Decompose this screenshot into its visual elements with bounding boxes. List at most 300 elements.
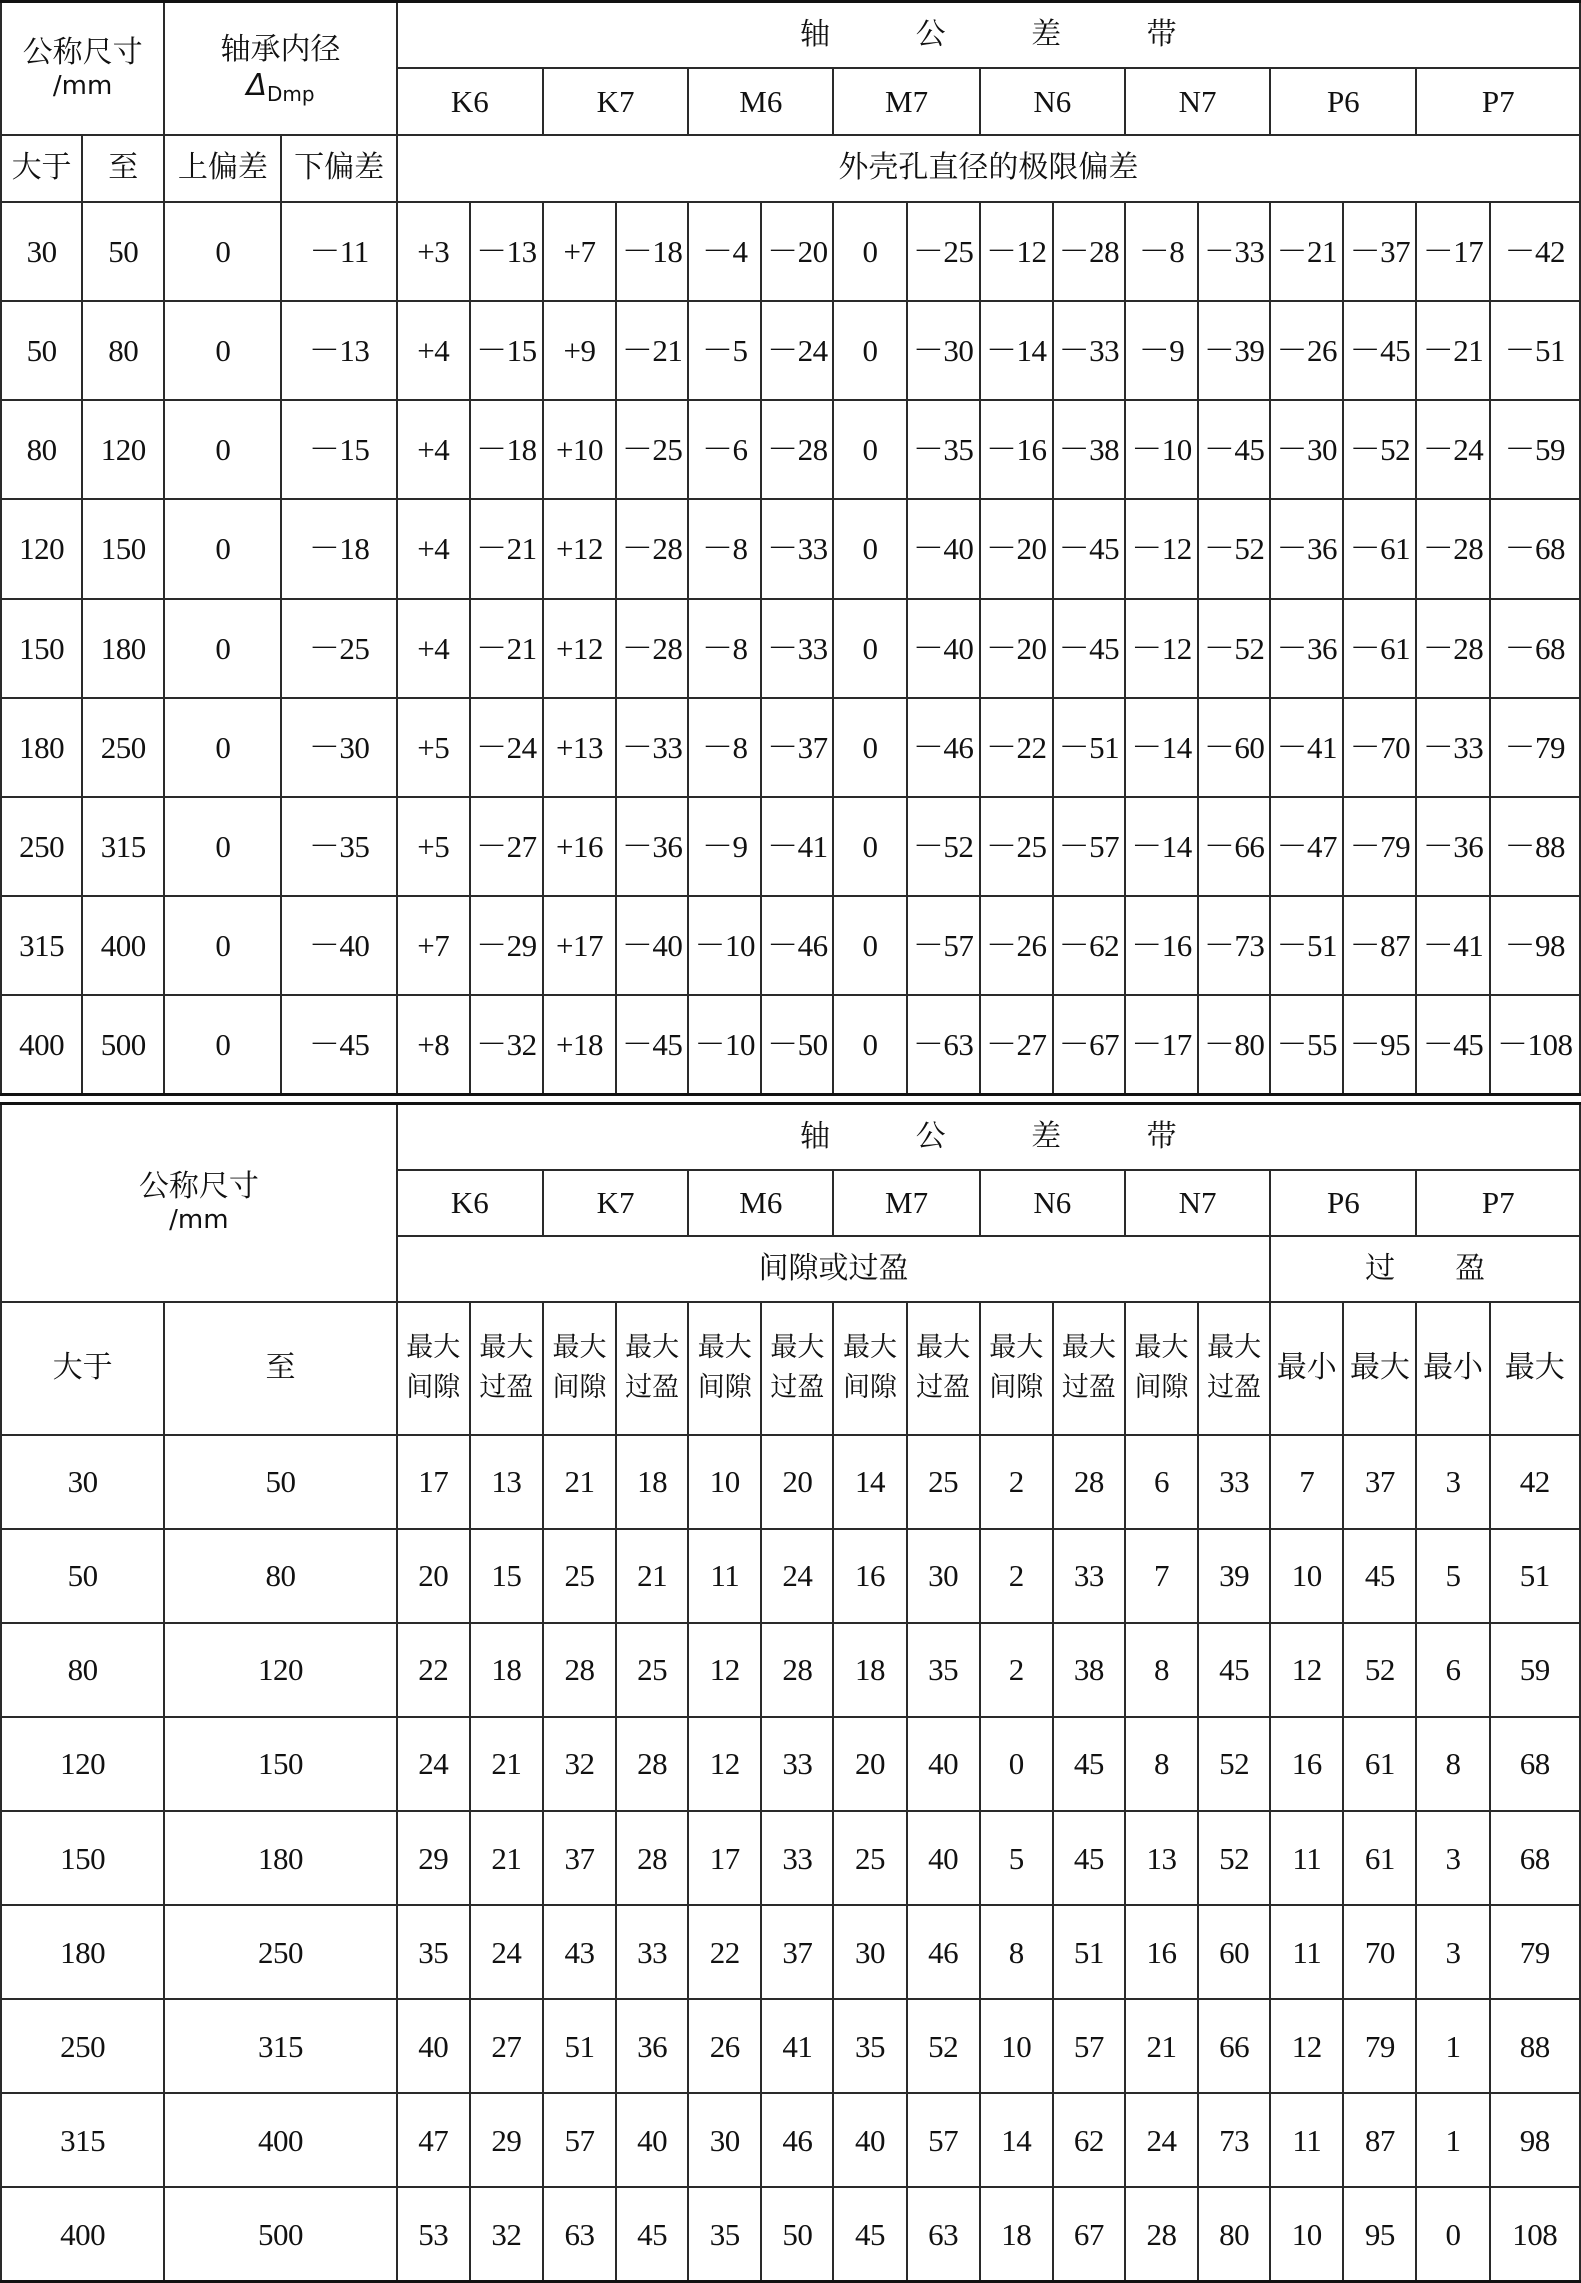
table-cell: 315 xyxy=(1,896,82,995)
table-cell: 24 xyxy=(470,1905,543,1999)
table-cell: 37 xyxy=(1343,1435,1416,1529)
table-cell: 25 xyxy=(543,1529,616,1623)
table-cell: 0 xyxy=(164,400,281,499)
table-cell: －45 xyxy=(1053,599,1125,698)
table-cell: 0 xyxy=(164,896,281,995)
table-cell: 25 xyxy=(833,1811,906,1905)
header-row-1 xyxy=(1,2,1580,69)
table-cell: 0 xyxy=(833,400,906,499)
table-cell: 8 xyxy=(980,1905,1053,1999)
table-cell: －45 xyxy=(1416,995,1489,1094)
table-cell: 45 xyxy=(616,2187,688,2281)
table-cell: 50 xyxy=(82,202,164,301)
table-cell: 120 xyxy=(1,499,82,598)
table-cell: 180 xyxy=(1,698,82,797)
table-cell: －26 xyxy=(980,896,1053,995)
max-interference-header: 最大过盈 xyxy=(616,1302,688,1435)
table-cell: －25 xyxy=(980,797,1053,896)
table-cell: 18 xyxy=(833,1623,906,1717)
table-cell: －8 xyxy=(1125,202,1198,301)
table-cell: 40 xyxy=(907,1811,980,1905)
table-cell: －21 xyxy=(1416,301,1489,400)
table-cell: 315 xyxy=(1,2093,164,2187)
table-cell: －28 xyxy=(761,400,833,499)
table-cell: 18 xyxy=(980,2187,1053,2281)
min-interference-header: 最小 xyxy=(1416,1302,1489,1435)
table-cell: 37 xyxy=(543,1811,616,1905)
header-row-1 xyxy=(1,1104,1580,1170)
tolerance-band-header: 轴 公 差 带 xyxy=(397,2,1580,69)
table-cell: －98 xyxy=(1490,896,1580,995)
table-cell: －22 xyxy=(980,698,1053,797)
table-cell: －62 xyxy=(1053,896,1125,995)
table-cell: 22 xyxy=(688,1905,761,1999)
table-cell: －30 xyxy=(907,301,980,400)
table-cell: 40 xyxy=(907,1717,980,1811)
table-cell: －16 xyxy=(980,400,1053,499)
table-cell: 35 xyxy=(688,2187,761,2281)
table-cell: 16 xyxy=(1125,1905,1198,1999)
band-p6-header: P6 xyxy=(1270,68,1416,135)
table-cell: 35 xyxy=(907,1623,980,1717)
over-header: 大于 xyxy=(1,1302,164,1435)
table-cell: －46 xyxy=(907,698,980,797)
header-row-3 xyxy=(1,135,1580,202)
table-cell: 26 xyxy=(688,1999,761,2093)
table-row xyxy=(1,1623,1580,1717)
table-cell: 61 xyxy=(1343,1811,1416,1905)
housing-bore-deviation-table xyxy=(0,0,1581,1096)
delta-subscript: Dmp xyxy=(266,81,315,106)
table-cell: 0 xyxy=(164,202,281,301)
table-cell: 33 xyxy=(616,1905,688,1999)
nominal-size-unit: /mm xyxy=(52,70,113,101)
table-row xyxy=(1,599,1580,698)
table-cell: 27 xyxy=(470,1999,543,2093)
table-cell: －28 xyxy=(616,599,688,698)
band-m7-header: M7 xyxy=(833,68,979,135)
table-cell: －21 xyxy=(1270,202,1343,301)
table-cell: 250 xyxy=(82,698,164,797)
table-cell: 52 xyxy=(1198,1811,1270,1905)
band-m7-header: M7 xyxy=(833,1170,979,1236)
table-cell: 50 xyxy=(1,301,82,400)
nominal-size-unit: /mm xyxy=(169,1205,229,1236)
table-cell: －33 xyxy=(616,698,688,797)
table-row xyxy=(1,2093,1580,2187)
over-header: 大于 xyxy=(1,135,82,202)
table-cell: 3 xyxy=(1416,1435,1489,1529)
table-cell: 0 xyxy=(833,896,906,995)
band-k7-header: K7 xyxy=(543,1170,688,1236)
table-cell: 57 xyxy=(1053,1999,1125,2093)
table-cell: 12 xyxy=(1270,1623,1343,1717)
table-cell: 28 xyxy=(1053,1435,1125,1529)
table-cell: －9 xyxy=(688,797,761,896)
table-cell: 6 xyxy=(1416,1623,1489,1717)
table-cell: 12 xyxy=(688,1623,761,1717)
table-cell: －18 xyxy=(470,400,543,499)
table-cell: 29 xyxy=(470,2093,543,2187)
table-cell: 11 xyxy=(688,1529,761,1623)
table-cell: －51 xyxy=(1490,301,1580,400)
table-cell: －14 xyxy=(980,301,1053,400)
table-cell: －11 xyxy=(281,202,396,301)
table-cell: +10 xyxy=(543,400,616,499)
table-cell: －27 xyxy=(470,797,543,896)
table-cell: 52 xyxy=(907,1999,980,2093)
bearing-bore-header xyxy=(164,2,396,136)
band-k6-header: K6 xyxy=(397,1170,543,1236)
table-cell: －24 xyxy=(761,301,833,400)
table-cell: 40 xyxy=(833,2093,906,2187)
table-cell: －10 xyxy=(688,995,761,1094)
table-cell: 25 xyxy=(907,1435,980,1529)
table-cell: －5 xyxy=(688,301,761,400)
table-cell: 30 xyxy=(1,202,82,301)
table-cell: －21 xyxy=(616,301,688,400)
table-cell: －28 xyxy=(1416,599,1489,698)
table-cell: +12 xyxy=(543,599,616,698)
table-cell: 67 xyxy=(1053,2187,1125,2281)
table-cell: －40 xyxy=(616,896,688,995)
table-cell: 46 xyxy=(907,1905,980,1999)
table-cell: 32 xyxy=(470,2187,543,2281)
table-cell: 16 xyxy=(1270,1717,1343,1811)
table-row xyxy=(1,202,1580,301)
table-cell: －45 xyxy=(1053,499,1125,598)
table-cell: 28 xyxy=(616,1717,688,1811)
table-cell: －39 xyxy=(1198,301,1270,400)
table-cell: +4 xyxy=(397,301,470,400)
band-m6-header: M6 xyxy=(688,1170,833,1236)
table-cell: －55 xyxy=(1270,995,1343,1094)
table-cell: 14 xyxy=(980,2093,1053,2187)
table-cell: 50 xyxy=(164,1435,396,1529)
band-k6-header: K6 xyxy=(397,68,543,135)
table-cell: －16 xyxy=(1125,896,1198,995)
table-cell: －4 xyxy=(688,202,761,301)
table-cell: 0 xyxy=(164,301,281,400)
table-cell: 0 xyxy=(164,599,281,698)
table-cell: 7 xyxy=(1270,1435,1343,1529)
table-cell: －68 xyxy=(1490,599,1580,698)
band-n7-header: N7 xyxy=(1125,1170,1270,1236)
table-cell: －33 xyxy=(1053,301,1125,400)
table-cell: －33 xyxy=(1198,202,1270,301)
table-cell: 60 xyxy=(1198,1905,1270,1999)
table-cell: 45 xyxy=(1053,1717,1125,1811)
table-cell: －18 xyxy=(616,202,688,301)
table-cell: －12 xyxy=(980,202,1053,301)
table-cell: －45 xyxy=(1198,400,1270,499)
table-cell: 180 xyxy=(82,599,164,698)
table-cell: 51 xyxy=(1053,1905,1125,1999)
table-cell: －12 xyxy=(1125,599,1198,698)
table-cell: 28 xyxy=(761,1623,833,1717)
table-cell: －59 xyxy=(1490,400,1580,499)
table-cell: －52 xyxy=(907,797,980,896)
table-cell: 63 xyxy=(543,2187,616,2281)
table-cell: －61 xyxy=(1343,499,1416,598)
max-clearance-header: 最大间隙 xyxy=(397,1302,470,1435)
table-cell: 3 xyxy=(1416,1811,1489,1905)
table-cell: －67 xyxy=(1053,995,1125,1094)
table-cell: －12 xyxy=(1125,499,1198,598)
band-n6-header: N6 xyxy=(980,1170,1125,1236)
table-row xyxy=(1,797,1580,896)
table-cell: 6 xyxy=(1125,1435,1198,1529)
table-cell: 500 xyxy=(82,995,164,1094)
max-interference-header: 最大过盈 xyxy=(1198,1302,1270,1435)
table-cell: 120 xyxy=(1,1717,164,1811)
table-cell: 120 xyxy=(82,400,164,499)
table-cell: －41 xyxy=(1270,698,1343,797)
table-cell: 0 xyxy=(164,797,281,896)
table-cell: 150 xyxy=(1,599,82,698)
table-cell: 30 xyxy=(833,1905,906,1999)
table-cell: 70 xyxy=(1343,1905,1416,1999)
band-m6-header: M6 xyxy=(688,68,833,135)
table-cell: 68 xyxy=(1490,1811,1580,1905)
table-cell: 98 xyxy=(1490,2093,1580,2187)
table-cell: －40 xyxy=(281,896,396,995)
table-row xyxy=(1,698,1580,797)
table-cell: 29 xyxy=(397,1811,470,1905)
table-cell: －21 xyxy=(470,599,543,698)
table-cell: －36 xyxy=(1416,797,1489,896)
table-cell: 33 xyxy=(761,1811,833,1905)
table-cell: 10 xyxy=(1270,2187,1343,2281)
table-cell: －60 xyxy=(1198,698,1270,797)
table-cell: 39 xyxy=(1198,1529,1270,1623)
table-cell: +3 xyxy=(397,202,470,301)
table-cell: －79 xyxy=(1343,797,1416,896)
table-cell: 0 xyxy=(833,698,906,797)
table-cell: 33 xyxy=(1198,1435,1270,1529)
table-cell: 80 xyxy=(1,1623,164,1717)
table-cell: 15 xyxy=(470,1529,543,1623)
table-cell: －79 xyxy=(1490,698,1580,797)
table-cell: －70 xyxy=(1343,698,1416,797)
max-clearance-header: 最大间隙 xyxy=(688,1302,761,1435)
table-cell: －51 xyxy=(1053,698,1125,797)
interference-header: 过 盈 xyxy=(1270,1236,1580,1302)
table-cell: －26 xyxy=(1270,301,1343,400)
table-cell: 1 xyxy=(1416,1999,1489,2093)
table-cell: 38 xyxy=(1053,1623,1125,1717)
table-cell: －42 xyxy=(1490,202,1580,301)
table-cell: 20 xyxy=(833,1717,906,1811)
table-cell: 16 xyxy=(833,1529,906,1623)
table-cell: 35 xyxy=(833,1999,906,2093)
max-interference-header: 最大过盈 xyxy=(470,1302,543,1435)
table-cell: －57 xyxy=(1053,797,1125,896)
max-clearance-header: 最大间隙 xyxy=(1125,1302,1198,1435)
table-cell: 95 xyxy=(1343,2187,1416,2281)
table-cell: －13 xyxy=(281,301,396,400)
table-row xyxy=(1,1905,1580,1999)
table-cell: 0 xyxy=(833,499,906,598)
table-cell: 21 xyxy=(470,1717,543,1811)
table-cell: －14 xyxy=(1125,797,1198,896)
table-cell: 30 xyxy=(1,1435,164,1529)
table-cell: 87 xyxy=(1343,2093,1416,2187)
table-cell: 61 xyxy=(1343,1717,1416,1811)
table-cell: 12 xyxy=(688,1717,761,1811)
table-row xyxy=(1,1717,1580,1811)
table-cell: 400 xyxy=(164,2093,396,2187)
table-cell: 14 xyxy=(833,1435,906,1529)
table-cell: －51 xyxy=(1270,896,1343,995)
table-cell: 150 xyxy=(82,499,164,598)
max-interference-header: 最大 xyxy=(1490,1302,1580,1435)
table-cell: 10 xyxy=(688,1435,761,1529)
max-clearance-header: 最大间隙 xyxy=(543,1302,616,1435)
table-cell: 13 xyxy=(1125,1811,1198,1905)
to-header: 至 xyxy=(164,1302,396,1435)
table-cell: 32 xyxy=(543,1717,616,1811)
table-cell: －63 xyxy=(907,995,980,1094)
table-cell: 11 xyxy=(1270,1811,1343,1905)
table-cell: 80 xyxy=(1,400,82,499)
table-cell: 0 xyxy=(1416,2187,1489,2281)
table-cell: 46 xyxy=(761,2093,833,2187)
table-cell: －18 xyxy=(281,499,396,598)
max-clearance-header: 最大间隙 xyxy=(833,1302,906,1435)
table-cell: 400 xyxy=(1,2187,164,2281)
table-cell: 0 xyxy=(833,797,906,896)
table-cell: 11 xyxy=(1270,1905,1343,1999)
table-cell: 180 xyxy=(1,1905,164,1999)
table-cell: －8 xyxy=(688,698,761,797)
table-cell: 120 xyxy=(164,1623,396,1717)
max-clearance-header: 最大间隙 xyxy=(980,1302,1053,1435)
band-n6-header: N6 xyxy=(980,68,1125,135)
table-cell: －52 xyxy=(1198,499,1270,598)
table-cell: －87 xyxy=(1343,896,1416,995)
lower-deviation-header: 下偏差 xyxy=(281,135,396,202)
table-cell: 180 xyxy=(164,1811,396,1905)
table-cell: 2 xyxy=(980,1529,1053,1623)
table-cell: 45 xyxy=(1053,1811,1125,1905)
table-cell: 21 xyxy=(1125,1999,1198,2093)
table-cell: 17 xyxy=(397,1435,470,1529)
subheader-row xyxy=(1,1302,1580,1435)
table-cell: +13 xyxy=(543,698,616,797)
table-cell: －20 xyxy=(761,202,833,301)
table-cell: 0 xyxy=(833,202,906,301)
table-cell: 17 xyxy=(688,1811,761,1905)
table-cell: 0 xyxy=(164,499,281,598)
table-cell: 250 xyxy=(1,1999,164,2093)
table-cell: 0 xyxy=(980,1717,1053,1811)
table-cell: －37 xyxy=(761,698,833,797)
table-cell: 47 xyxy=(397,2093,470,2187)
table-cell: －46 xyxy=(761,896,833,995)
table-cell: －36 xyxy=(1270,599,1343,698)
table-cell: －17 xyxy=(1416,202,1489,301)
table-row xyxy=(1,301,1580,400)
clearance-interference-table xyxy=(0,1102,1581,2283)
table-cell: －33 xyxy=(1416,698,1489,797)
table-cell: 20 xyxy=(397,1529,470,1623)
to-header: 至 xyxy=(82,135,164,202)
table-row xyxy=(1,400,1580,499)
table-cell: －45 xyxy=(616,995,688,1094)
table-cell: 21 xyxy=(543,1435,616,1529)
table-cell: －24 xyxy=(470,698,543,797)
table-cell: －47 xyxy=(1270,797,1343,896)
table-cell: －30 xyxy=(281,698,396,797)
table-cell: 37 xyxy=(761,1905,833,1999)
table-cell: －15 xyxy=(281,400,396,499)
table-cell: －52 xyxy=(1343,400,1416,499)
table-cell: －108 xyxy=(1490,995,1580,1094)
table-cell: －37 xyxy=(1343,202,1416,301)
table-cell: 315 xyxy=(82,797,164,896)
table-cell: －36 xyxy=(616,797,688,896)
table-cell: 45 xyxy=(1198,1623,1270,1717)
table-cell: －61 xyxy=(1343,599,1416,698)
clearance-or-interference-header: 间隙或过盈 xyxy=(397,1236,1271,1302)
table-cell: 1 xyxy=(1416,2093,1489,2187)
table-cell: 150 xyxy=(1,1811,164,1905)
table-cell: 42 xyxy=(1490,1435,1580,1529)
limit-deviation-header: 外壳孔直径的极限偏差 xyxy=(397,135,1580,202)
table-cell: 250 xyxy=(1,797,82,896)
table-cell: 24 xyxy=(761,1529,833,1623)
table-cell: 22 xyxy=(397,1623,470,1717)
table-cell: －27 xyxy=(980,995,1053,1094)
band-k7-header: K7 xyxy=(543,68,688,135)
bearing-bore-label: 轴承内径 xyxy=(220,31,341,67)
table-cell: 8 xyxy=(1125,1623,1198,1717)
table-cell: 5 xyxy=(980,1811,1053,1905)
table-cell: 79 xyxy=(1343,1999,1416,2093)
table-cell: －15 xyxy=(470,301,543,400)
table-cell: 50 xyxy=(761,2187,833,2281)
table-cell: －8 xyxy=(688,599,761,698)
table-cell: 20 xyxy=(761,1435,833,1529)
table-cell: 8 xyxy=(1125,1717,1198,1811)
table-cell: －68 xyxy=(1490,499,1580,598)
table-cell: 52 xyxy=(1198,1717,1270,1811)
table-cell: －14 xyxy=(1125,698,1198,797)
table-cell: －20 xyxy=(980,599,1053,698)
table-row xyxy=(1,1811,1580,1905)
table-cell: －28 xyxy=(616,499,688,598)
table-cell: 40 xyxy=(616,2093,688,2187)
table-cell: +7 xyxy=(397,896,470,995)
table-cell: －8 xyxy=(688,499,761,598)
table-cell: +17 xyxy=(543,896,616,995)
table-cell: 51 xyxy=(1490,1529,1580,1623)
table-cell: －33 xyxy=(761,499,833,598)
table-cell: 21 xyxy=(470,1811,543,1905)
table-cell: 28 xyxy=(543,1623,616,1717)
table-cell: 33 xyxy=(761,1717,833,1811)
table-cell: 30 xyxy=(688,2093,761,2187)
table-row xyxy=(1,1999,1580,2093)
nominal-size-header xyxy=(1,2,164,136)
table-cell: +7 xyxy=(543,202,616,301)
tolerance-band-header: 轴 公 差 带 xyxy=(397,1104,1580,1170)
table-row xyxy=(1,499,1580,598)
table-cell: 33 xyxy=(1053,1529,1125,1623)
table-cell: －41 xyxy=(761,797,833,896)
max-interference-header: 最大 xyxy=(1343,1302,1416,1435)
